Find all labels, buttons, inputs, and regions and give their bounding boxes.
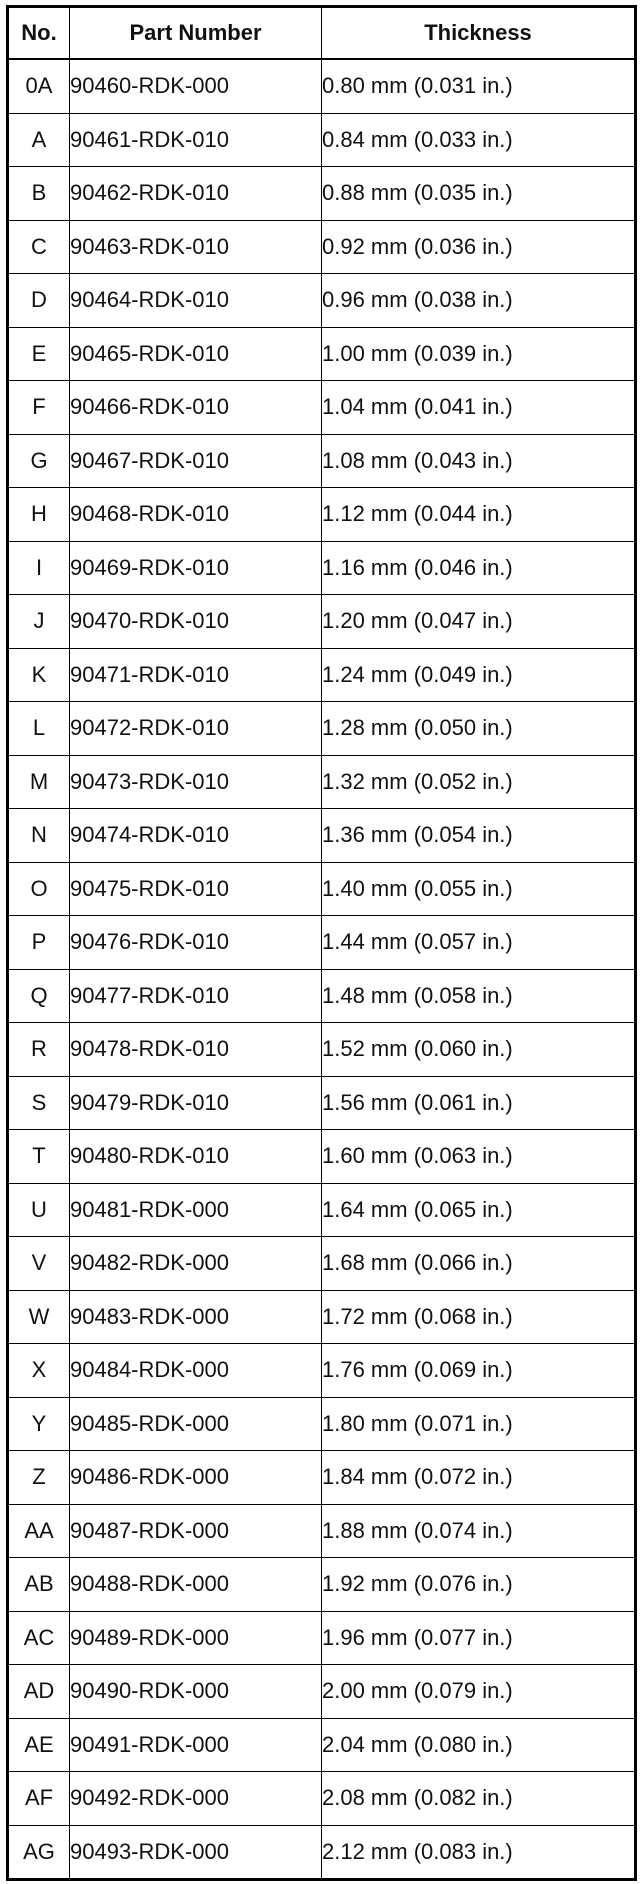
row-thickness: 0.80 mm (0.031 in.) — [322, 59, 636, 113]
row-thickness: 1.32 mm (0.052 in.) — [322, 755, 636, 809]
row-thickness: 2.08 mm (0.082 in.) — [322, 1772, 636, 1826]
table-row — [8, 167, 636, 221]
table-row — [8, 327, 636, 381]
row-part-number: 90470-RDK-010 — [70, 595, 322, 649]
row-no: Y — [8, 1397, 70, 1451]
row-part-number: 90485-RDK-000 — [70, 1397, 322, 1451]
row-thickness: 1.12 mm (0.044 in.) — [322, 488, 636, 542]
table-row — [8, 113, 636, 167]
row-no: V — [8, 1237, 70, 1291]
header-no: No. — [8, 7, 70, 60]
table-row — [8, 1504, 636, 1558]
row-part-number: 90464-RDK-010 — [70, 274, 322, 328]
row-thickness: 2.12 mm (0.083 in.) — [322, 1825, 636, 1880]
row-part-number: 90466-RDK-010 — [70, 381, 322, 435]
row-part-number: 90478-RDK-010 — [70, 1023, 322, 1077]
row-no: K — [8, 648, 70, 702]
row-thickness: 1.92 mm (0.076 in.) — [322, 1558, 636, 1612]
table-row — [8, 648, 636, 702]
row-part-number: 90492-RDK-000 — [70, 1772, 322, 1826]
table-row — [8, 434, 636, 488]
table-row — [8, 381, 636, 435]
row-part-number: 90473-RDK-010 — [70, 755, 322, 809]
row-no: H — [8, 488, 70, 542]
row-no: AC — [8, 1611, 70, 1665]
table-row — [8, 1665, 636, 1719]
row-thickness: 1.60 mm (0.063 in.) — [322, 1130, 636, 1184]
row-no: L — [8, 702, 70, 756]
row-part-number: 90486-RDK-000 — [70, 1451, 322, 1505]
table-row — [8, 274, 636, 328]
row-part-number: 90462-RDK-010 — [70, 167, 322, 221]
row-thickness: 1.96 mm (0.077 in.) — [322, 1611, 636, 1665]
row-no: Q — [8, 969, 70, 1023]
shim-table-container — [6, 5, 637, 1881]
row-no: F — [8, 381, 70, 435]
row-thickness: 1.72 mm (0.068 in.) — [322, 1290, 636, 1344]
row-part-number: 90482-RDK-000 — [70, 1237, 322, 1291]
row-no: C — [8, 220, 70, 274]
row-part-number: 90471-RDK-010 — [70, 648, 322, 702]
row-thickness: 1.04 mm (0.041 in.) — [322, 381, 636, 435]
row-part-number: 90460-RDK-000 — [70, 59, 322, 113]
row-part-number: 90484-RDK-000 — [70, 1344, 322, 1398]
row-thickness: 1.16 mm (0.046 in.) — [322, 541, 636, 595]
row-part-number: 90487-RDK-000 — [70, 1504, 322, 1558]
row-part-number: 90475-RDK-010 — [70, 862, 322, 916]
row-part-number: 90467-RDK-010 — [70, 434, 322, 488]
row-no: E — [8, 327, 70, 381]
table-row — [8, 1397, 636, 1451]
table-row — [8, 755, 636, 809]
row-no: A — [8, 113, 70, 167]
row-no: D — [8, 274, 70, 328]
row-no: R — [8, 1023, 70, 1077]
row-thickness: 1.76 mm (0.069 in.) — [322, 1344, 636, 1398]
table-row — [8, 595, 636, 649]
table-row — [8, 541, 636, 595]
table-row — [8, 488, 636, 542]
table-row — [8, 1772, 636, 1826]
row-no: W — [8, 1290, 70, 1344]
row-thickness: 0.96 mm (0.038 in.) — [322, 274, 636, 328]
table-row — [8, 1611, 636, 1665]
row-thickness: 1.88 mm (0.074 in.) — [322, 1504, 636, 1558]
row-part-number: 90490-RDK-000 — [70, 1665, 322, 1719]
row-no: O — [8, 862, 70, 916]
header-thickness: Thickness — [322, 7, 636, 60]
row-thickness: 1.68 mm (0.066 in.) — [322, 1237, 636, 1291]
row-no: N — [8, 809, 70, 863]
table-row — [8, 1023, 636, 1077]
row-part-number: 90476-RDK-010 — [70, 916, 322, 970]
table-row — [8, 809, 636, 863]
row-part-number: 90472-RDK-010 — [70, 702, 322, 756]
row-thickness: 0.84 mm (0.033 in.) — [322, 113, 636, 167]
row-part-number: 90465-RDK-010 — [70, 327, 322, 381]
row-part-number: 90469-RDK-010 — [70, 541, 322, 595]
row-no: Z — [8, 1451, 70, 1505]
row-part-number: 90481-RDK-000 — [70, 1183, 322, 1237]
row-thickness: 0.88 mm (0.035 in.) — [322, 167, 636, 221]
row-thickness: 1.28 mm (0.050 in.) — [322, 702, 636, 756]
row-no: AA — [8, 1504, 70, 1558]
row-part-number: 90483-RDK-000 — [70, 1290, 322, 1344]
header-row — [8, 7, 636, 60]
row-thickness: 1.64 mm (0.065 in.) — [322, 1183, 636, 1237]
shim-selection-table — [6, 5, 637, 1881]
row-thickness: 1.44 mm (0.057 in.) — [322, 916, 636, 970]
table-row — [8, 862, 636, 916]
row-thickness: 1.24 mm (0.049 in.) — [322, 648, 636, 702]
row-part-number: 90463-RDK-010 — [70, 220, 322, 274]
table-row — [8, 1344, 636, 1398]
row-thickness: 1.52 mm (0.060 in.) — [322, 1023, 636, 1077]
row-no: AD — [8, 1665, 70, 1719]
table-row — [8, 1825, 636, 1880]
row-part-number: 90477-RDK-010 — [70, 969, 322, 1023]
row-thickness: 1.84 mm (0.072 in.) — [322, 1451, 636, 1505]
row-thickness: 1.36 mm (0.054 in.) — [322, 809, 636, 863]
table-row — [8, 1183, 636, 1237]
row-part-number: 90488-RDK-000 — [70, 1558, 322, 1612]
table-row — [8, 1451, 636, 1505]
row-no: S — [8, 1076, 70, 1130]
row-thickness: 2.04 mm (0.080 in.) — [322, 1718, 636, 1772]
row-thickness: 0.92 mm (0.036 in.) — [322, 220, 636, 274]
row-no: AG — [8, 1825, 70, 1880]
table-row — [8, 1130, 636, 1184]
row-thickness: 1.08 mm (0.043 in.) — [322, 434, 636, 488]
table-row — [8, 1290, 636, 1344]
row-part-number: 90474-RDK-010 — [70, 809, 322, 863]
row-no: 0A — [8, 59, 70, 113]
row-part-number: 90468-RDK-010 — [70, 488, 322, 542]
row-no: T — [8, 1130, 70, 1184]
table-row — [8, 969, 636, 1023]
row-no: G — [8, 434, 70, 488]
row-no: I — [8, 541, 70, 595]
row-thickness: 1.20 mm (0.047 in.) — [322, 595, 636, 649]
table-row — [8, 59, 636, 113]
row-part-number: 90489-RDK-000 — [70, 1611, 322, 1665]
row-no: AE — [8, 1718, 70, 1772]
row-no: B — [8, 167, 70, 221]
row-no: J — [8, 595, 70, 649]
row-thickness: 1.56 mm (0.061 in.) — [322, 1076, 636, 1130]
table-header — [8, 7, 636, 60]
row-no: P — [8, 916, 70, 970]
row-thickness: 1.48 mm (0.058 in.) — [322, 969, 636, 1023]
header-part-number: Part Number — [70, 7, 322, 60]
row-no: U — [8, 1183, 70, 1237]
row-part-number: 90461-RDK-010 — [70, 113, 322, 167]
row-thickness: 1.80 mm (0.071 in.) — [322, 1397, 636, 1451]
row-no: AB — [8, 1558, 70, 1612]
table-row — [8, 1718, 636, 1772]
row-part-number: 90491-RDK-000 — [70, 1718, 322, 1772]
row-no: AF — [8, 1772, 70, 1826]
row-thickness: 1.40 mm (0.055 in.) — [322, 862, 636, 916]
row-no: X — [8, 1344, 70, 1398]
row-thickness: 1.00 mm (0.039 in.) — [322, 327, 636, 381]
table-row — [8, 1076, 636, 1130]
row-part-number: 90493-RDK-000 — [70, 1825, 322, 1880]
row-part-number: 90480-RDK-010 — [70, 1130, 322, 1184]
table-row — [8, 1237, 636, 1291]
row-no: M — [8, 755, 70, 809]
table-row — [8, 916, 636, 970]
row-thickness: 2.00 mm (0.079 in.) — [322, 1665, 636, 1719]
row-part-number: 90479-RDK-010 — [70, 1076, 322, 1130]
table-body — [8, 59, 636, 1880]
table-row — [8, 220, 636, 274]
table-row — [8, 702, 636, 756]
table-row — [8, 1558, 636, 1612]
